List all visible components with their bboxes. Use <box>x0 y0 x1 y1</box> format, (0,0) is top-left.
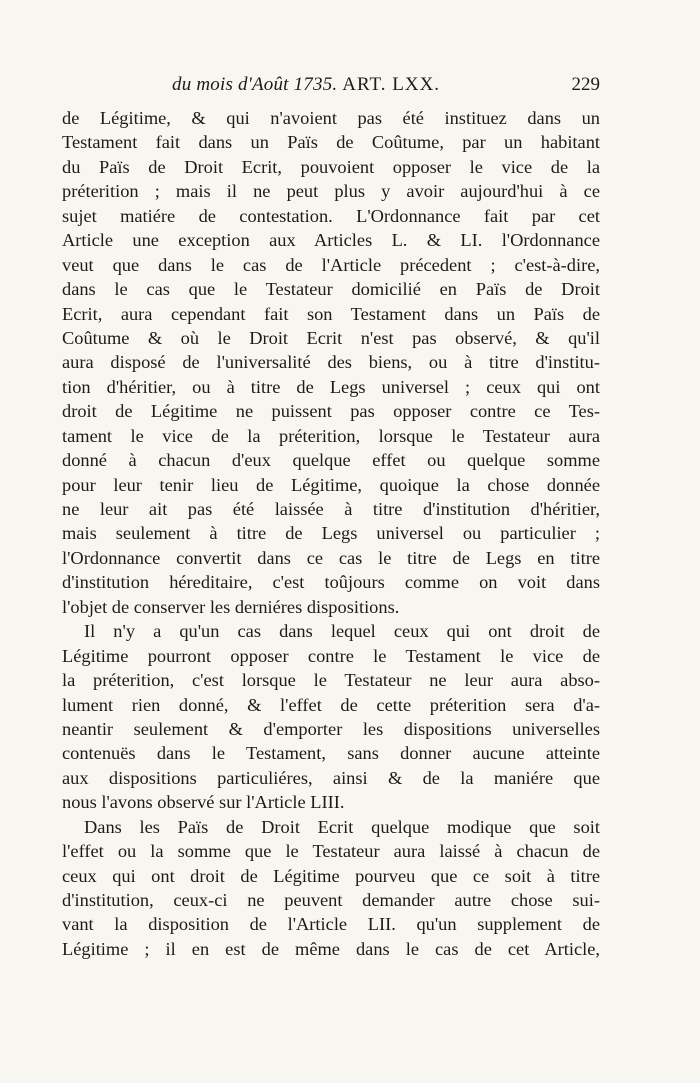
text-line: Légitime pourront opposer contre le Testament le vice de <box>62 645 600 666</box>
text-line: Il n'y a qu'un cas dans lequel ceux qui ont droit de <box>84 621 600 642</box>
text-line: l'Ordonnance convertit dans ce cas le titre de Legs en titre <box>62 547 600 568</box>
text-line: donné à chacun d'eux quelque effet ou quelque somme <box>62 450 600 471</box>
text-line: Dans les Païs de Droit Ecrit quelque modique que soit <box>84 816 600 837</box>
text-line: Légitime ; il en est de même dans le cas de cet Article, <box>62 938 600 959</box>
text-line: du Païs de Droit Ecrit, pouvoient opposer le vice de la <box>62 156 600 177</box>
text-line: veut que dans le cas de l'Article précedent ; c'est-à-dire, <box>62 254 600 275</box>
text-line: aux dispositions particuliéres, ainsi & de la maniére que <box>62 767 600 788</box>
text-line: la préterition, c'est lorsque le Testateur ne leur aura abso- <box>62 670 600 691</box>
paragraph-1 <box>62 106 600 619</box>
text-line: pour leur tenir lieu de Légitime, quoique la chose donnée <box>62 474 600 495</box>
paragraph-3 <box>62 815 600 962</box>
text-line: Ecrit, aura cependant fait son Testament dans un Païs de <box>62 303 600 324</box>
running-title-text: du mois d'Août 1735. <box>172 74 338 95</box>
text-line: sujet matiére de contestation. L'Ordonnance fait par cet <box>62 205 600 226</box>
text-line: l'effet ou la somme que le Testateur aura laissé à chacun de <box>62 841 600 862</box>
running-head <box>62 72 600 106</box>
page-number: 229 <box>571 74 600 95</box>
text-line: droit de Légitime ne puissent pas opposer contre ce Tes- <box>62 401 600 422</box>
article-number: ART. LXX. <box>342 74 441 95</box>
text-line: dans le cas que le Testateur domicilié en Païs de Droit <box>62 279 600 300</box>
text-line: tament le vice de la préterition, lorsque le Testateur aura <box>62 425 600 446</box>
text-line: lument rien donné, & l'effet de cette préterition sera d'a- <box>62 694 600 715</box>
text-line: vant la disposition de l'Article LII. qu'un supplement de <box>62 914 600 935</box>
body-text <box>62 106 600 961</box>
text-line: aura disposé de l'universalité des biens, ou à titre d'institu- <box>62 352 600 373</box>
text-line: contenuës dans le Testament, sans donner aucune atteinte <box>62 743 600 764</box>
text-line: d'institution héreditaire, c'est toûjours comme on voit dans <box>62 572 600 593</box>
text-line: préterition ; mais il ne peut plus y avoir aujourd'hui à ce <box>62 181 600 202</box>
book-page <box>62 72 600 961</box>
text-line: de Légitime, & qui n'avoient pas été instituez dans un <box>62 108 600 128</box>
text-line: neantir seulement & d'emporter les dispositions universelles <box>62 718 600 739</box>
text-line: ceux qui ont droit de Légitime pourveu que ce soit à titre <box>62 865 600 886</box>
text-line: Article une exception aux Articles L. & LI. l'Ordonnance <box>62 230 600 251</box>
text-line: Testament fait dans un Païs de Coûtume, par un habitant <box>62 132 600 153</box>
text-line: d'institution, ceux-ci ne peuvent demander autre chose sui- <box>62 890 600 910</box>
running-title <box>172 74 440 96</box>
text-line: tion d'héritier, ou à titre de Legs universel ; ceux qui ont <box>62 376 600 397</box>
text-line: mais seulement à titre de Legs universel ou particulier ; <box>62 523 600 544</box>
text-line: nous l'avons observé sur l'Article LIII. <box>62 792 345 813</box>
text-line: Coûtume & où le Droit Ecrit n'est pas observé, & qu'il <box>62 327 600 348</box>
text-line: ne leur ait pas été laissée à titre d'institution d'héritier, <box>62 499 600 519</box>
paragraph-2 <box>62 619 600 815</box>
text-line: l'objet de conserver les derniéres dispositions. <box>62 596 400 617</box>
